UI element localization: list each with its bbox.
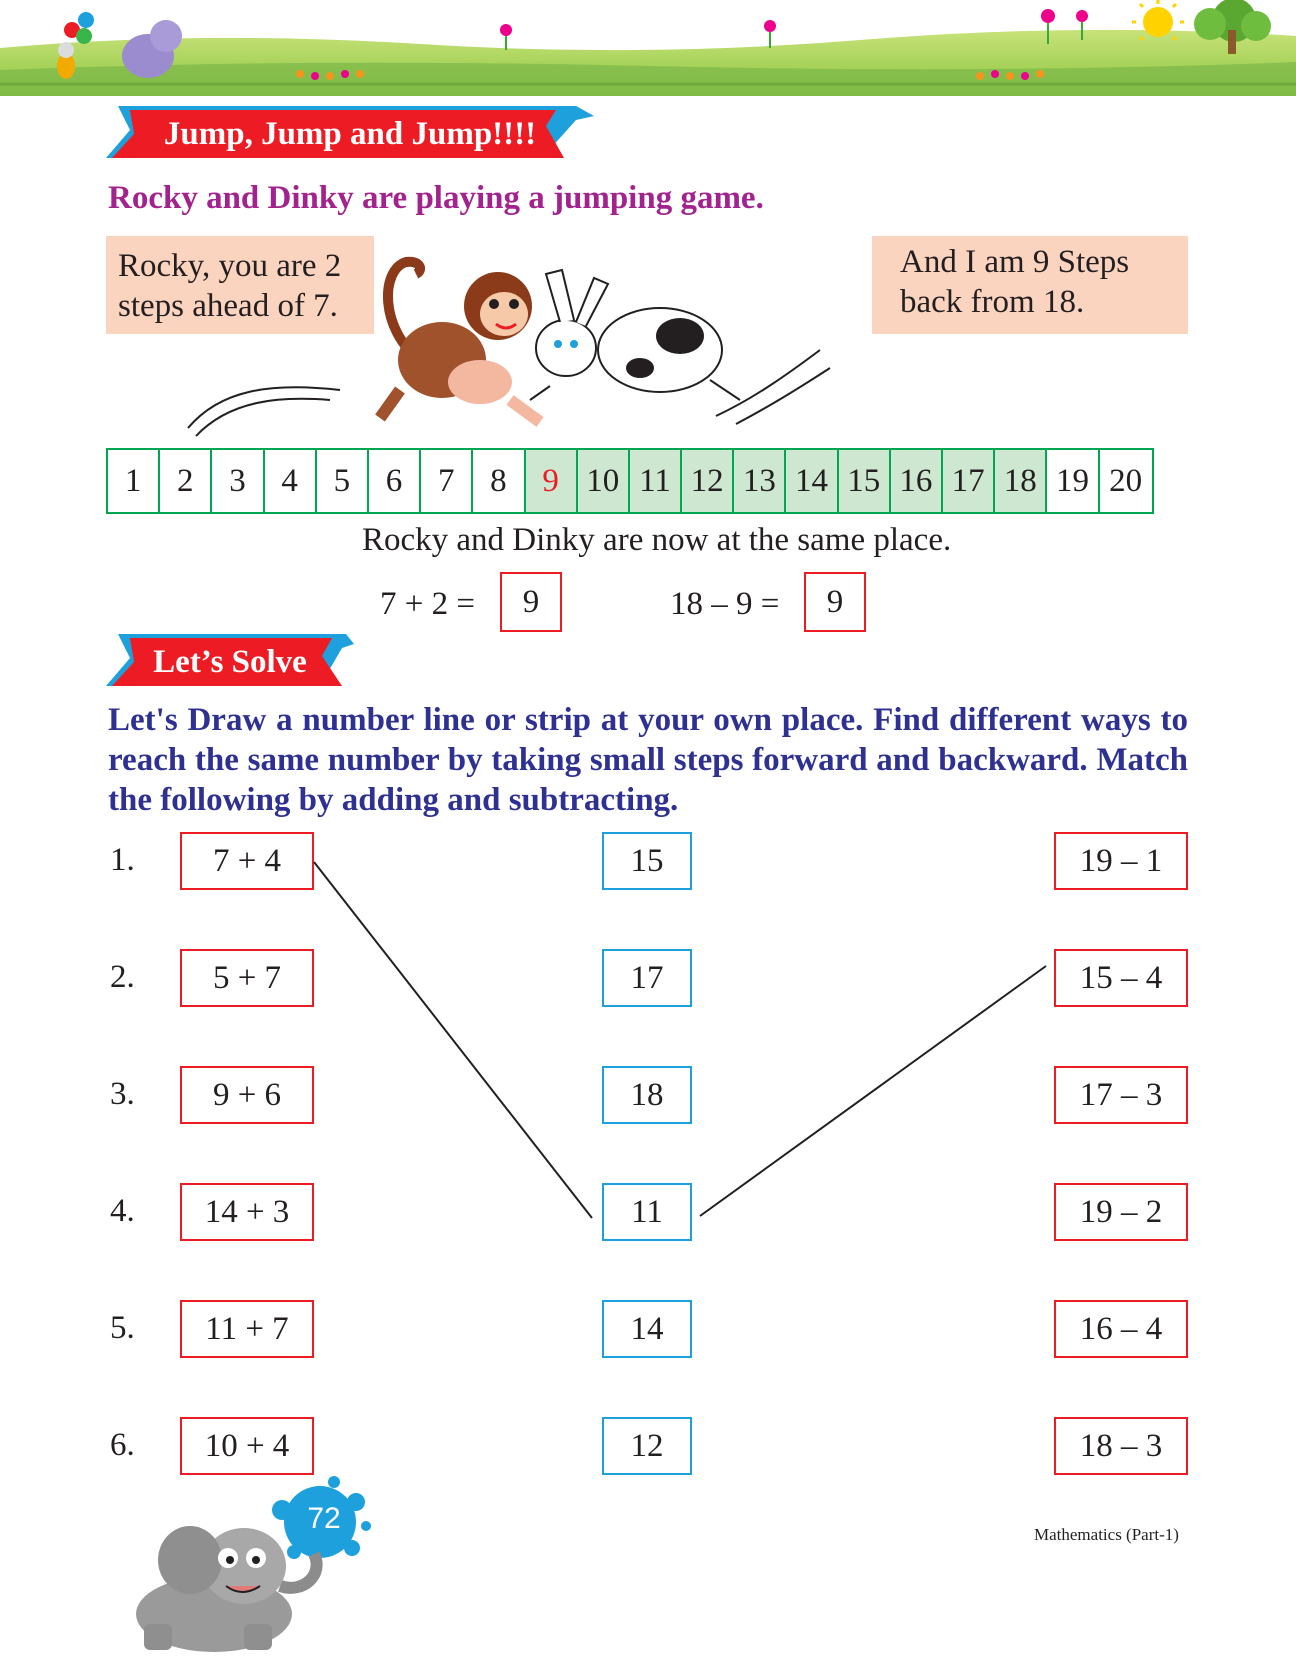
- strip-cell: 16: [891, 450, 943, 512]
- instructions-text: Let's Draw a number line or strip at your own place. Find different ways to reach the same number by taking small steps forward and backward. Match the following by adding and subtracting.: [108, 702, 1188, 818]
- answer-box-label: 12: [630, 1427, 664, 1464]
- speech-left-line-1: Rocky, you are 2: [118, 248, 342, 284]
- row-number: 3.: [110, 1076, 135, 1112]
- subtraction-box-label: 15 – 4: [1079, 959, 1163, 996]
- strip-cell: 15: [839, 450, 891, 512]
- strip-cell: 4: [265, 450, 317, 512]
- answer-box[interactable]: [602, 832, 692, 890]
- strip-cell: 13: [734, 450, 786, 512]
- addition-box[interactable]: [180, 949, 314, 1007]
- answer-box-label: 18: [630, 1076, 664, 1113]
- addition-box[interactable]: [180, 1417, 314, 1475]
- subtraction-box[interactable]: [1054, 1066, 1188, 1124]
- speech-box-right: [872, 236, 1188, 334]
- answer-box-label: 17: [630, 959, 664, 996]
- equation-1-expression: 7 + 2 =: [380, 586, 475, 622]
- row-number: 6.: [110, 1427, 135, 1463]
- subtraction-box[interactable]: [1054, 1183, 1188, 1241]
- subtraction-box-label: 18 – 3: [1079, 1427, 1163, 1464]
- answer-box[interactable]: [602, 1183, 692, 1241]
- addition-box-label: 10 + 4: [204, 1427, 290, 1464]
- equation-2-expression: 18 – 9 =: [670, 586, 780, 622]
- answer-box[interactable]: [602, 1300, 692, 1358]
- subtraction-box[interactable]: [1054, 832, 1188, 890]
- addition-box-label: 7 + 4: [212, 842, 282, 879]
- subtraction-box[interactable]: [1054, 1300, 1188, 1358]
- row-number: 2.: [110, 959, 135, 995]
- answer-box-label: 11: [631, 1193, 663, 1230]
- strip-cell: 6: [369, 450, 421, 512]
- equation-2-answer-box: [804, 572, 866, 632]
- subtraction-box-label: 16 – 4: [1079, 1310, 1163, 1347]
- addition-box-label: 14 + 3: [204, 1193, 290, 1230]
- same-place-text: Rocky and Dinky are now at the same place.: [362, 522, 952, 558]
- row-number: 4.: [110, 1193, 135, 1229]
- footer-book-title: Mathematics (Part-1): [1034, 1525, 1179, 1544]
- answer-box-label: 15: [630, 842, 664, 879]
- addition-box-label: 5 + 7: [212, 959, 282, 996]
- addition-box-label: 9 + 6: [212, 1076, 282, 1113]
- strip-cell: 5: [317, 450, 369, 512]
- row-number: 5.: [110, 1310, 135, 1346]
- subtraction-box[interactable]: [1054, 949, 1188, 1007]
- answer-box[interactable]: [602, 949, 692, 1007]
- answer-box-label: 14: [630, 1310, 664, 1347]
- monkey-and-rabbit-illustration: [180, 250, 860, 440]
- subtraction-box-label: 19 – 1: [1079, 842, 1163, 879]
- strip-cell: 19: [1047, 450, 1099, 512]
- strip-cell: 7: [421, 450, 473, 512]
- strip-cell: 14: [786, 450, 838, 512]
- subtraction-box-label: 19 – 2: [1079, 1193, 1163, 1230]
- number-strip: [106, 448, 1154, 514]
- section-heading: Jump, Jump and Jump!!!!: [163, 115, 537, 152]
- intro-text: Rocky and Dinky are playing a jumping game.: [108, 180, 764, 216]
- meadow-banner-illustration: [0, 0, 1296, 96]
- row-number: 1.: [110, 842, 135, 878]
- speech-right-line-1: And I am 9 Steps: [900, 244, 1130, 280]
- strip-cell: 17: [943, 450, 995, 512]
- addition-box[interactable]: [180, 1066, 314, 1124]
- strip-cell: 1: [108, 450, 160, 512]
- addition-box-label: 11 + 7: [205, 1310, 289, 1347]
- strip-cell: 9: [526, 450, 578, 512]
- strip-cell: 3: [212, 450, 264, 512]
- lets-solve-ribbon: [106, 634, 354, 690]
- equation-1-answer: 9: [522, 583, 540, 620]
- subtraction-box-label: 17 – 3: [1079, 1076, 1163, 1113]
- speech-left-line-2: steps ahead of 7.: [118, 288, 338, 324]
- addition-box[interactable]: [180, 1300, 314, 1358]
- addition-box[interactable]: [180, 832, 314, 890]
- strip-cell: 8: [473, 450, 525, 512]
- addition-box[interactable]: [180, 1183, 314, 1241]
- strip-cell: 10: [578, 450, 630, 512]
- match-line-1: [314, 862, 592, 1218]
- strip-cell: 20: [1109, 462, 1143, 499]
- equation-1-answer-box: [500, 572, 562, 632]
- subtraction-box[interactable]: [1054, 1417, 1188, 1475]
- section-heading-ribbon: [106, 106, 594, 162]
- strip-cell: 18: [995, 450, 1047, 512]
- answer-box[interactable]: [602, 1417, 692, 1475]
- speech-right-line-2: back from 18.: [900, 284, 1085, 320]
- lets-solve-heading: Let’s Solve: [153, 643, 307, 680]
- strip-cell: 11: [630, 450, 682, 512]
- page-number: 72: [307, 1502, 341, 1535]
- answer-box[interactable]: [602, 1066, 692, 1124]
- match-line-2: [700, 966, 1046, 1216]
- equation-2-answer: 9: [826, 583, 844, 620]
- strip-cell: 2: [160, 450, 212, 512]
- strip-cell: 12: [682, 450, 734, 512]
